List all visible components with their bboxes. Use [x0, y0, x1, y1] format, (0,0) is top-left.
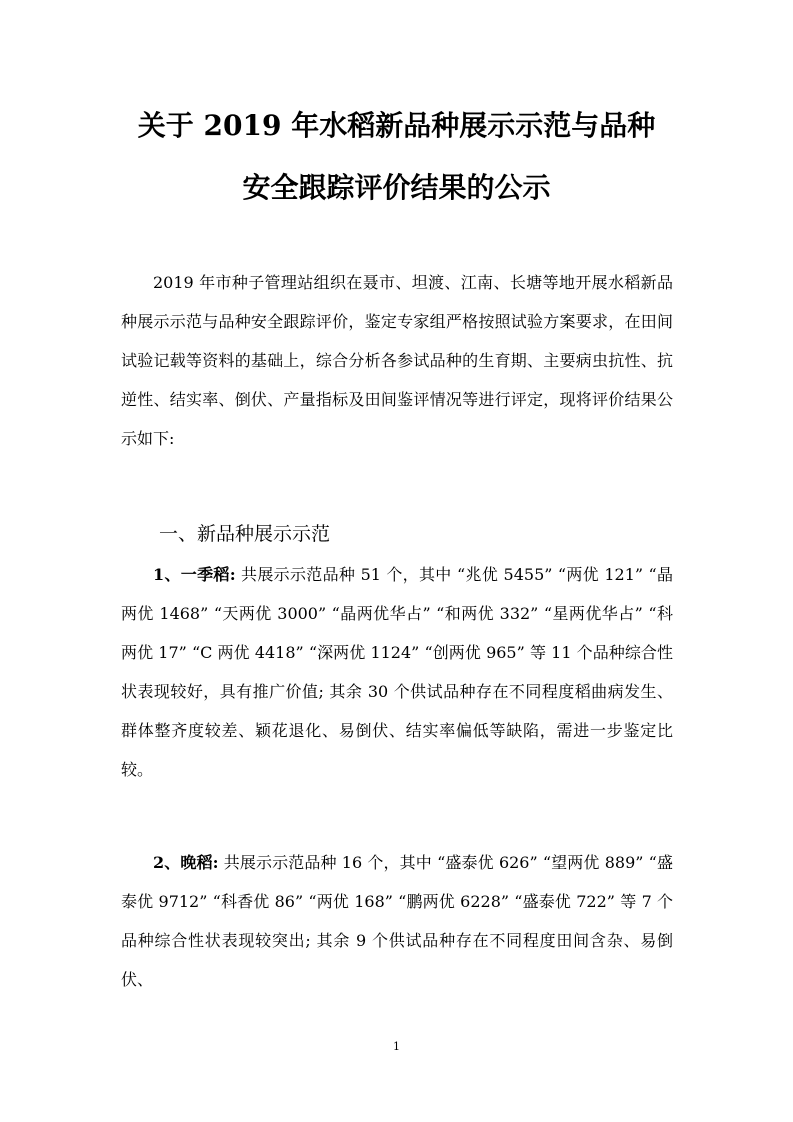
- item-1-lead: 1、一季稻:: [153, 565, 236, 584]
- section-1-heading: 一、新品种展示示范: [159, 523, 331, 545]
- item-1-paragraph: [121, 555, 673, 789]
- item-2-lead: 2、晚稻:: [153, 853, 219, 872]
- page-number: 1: [393, 1040, 400, 1053]
- item-1-text: 共展示示范品种 51 个，其中 “兆优 5455” “两优 121” “晶两优 1468” “天两优 3000” “晶两优华占” “和两优 332” “星两优华占” “科两优 17” “C 两优 4418” “深两优 1124” “创两优 965” 等 11 个品种综合性状表现较好，具有推广价值; 其余 30 个供试品种存在不同程度稻曲病发生、群体整齐度较差、颖花退化、易倒伏、结实率偏低等缺陷，需进一步鉴定比较。: [121, 565, 673, 779]
- document-title-line-2: 安全跟踪评价结果的公示: [242, 171, 551, 204]
- item-2-text: 共展示示范品种 16 个，其中 “盛泰优 626” “望两优 889” “盛泰优 9712” “科香优 86” “两优 168” “鹏两优 6228” “盛泰优 722” 等 7 个品种综合性状表现较突出; 其余 9 个供试品种存在不同程度田间含杂、易倒伏、: [121, 853, 673, 989]
- item-2-paragraph: [121, 843, 673, 999]
- document-title-line-1: 关于 2019 年水稻新品种展示示范与品种: [137, 109, 656, 142]
- intro-paragraph: 2019 年市种子管理站组织在聂市、坦渡、江南、长塘等地开展水稻新品种展示示范与品种安全跟踪评价，鉴定专家组严格按照试验方案要求，在田间试验记载等资料的基础上，综合分析各参试品种的生育期、主要病虫抗性、抗逆性、结实率、倒伏、产量指标及田间鉴评情况等进行评定，现将评价结果公示如下:: [121, 273, 673, 448]
